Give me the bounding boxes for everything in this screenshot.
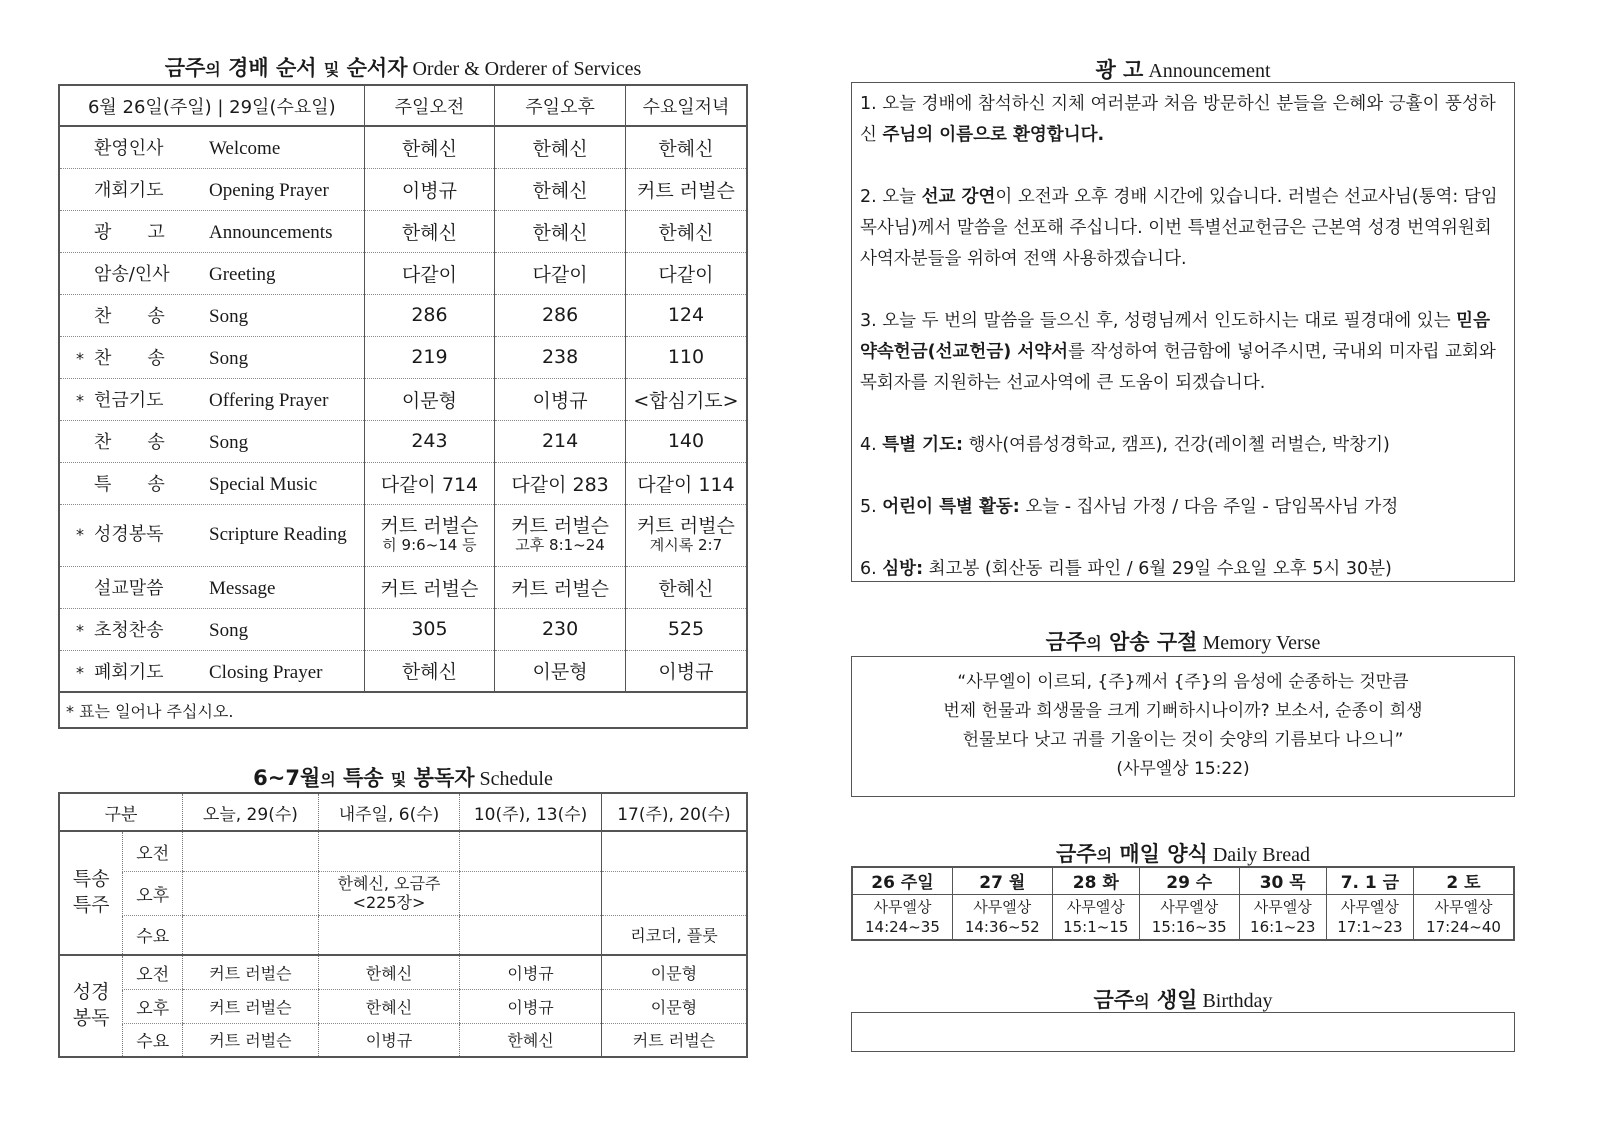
verse-line: 번제 헌물과 희생물을 크게 기뻐하시나이까? 보소서, 순종이 희생 bbox=[943, 701, 1423, 721]
cell: 이문형 bbox=[495, 650, 626, 692]
cell: 243 bbox=[364, 420, 495, 462]
cell: 커트 러벌슨 bbox=[495, 566, 626, 608]
item-en: Closing Prayer bbox=[209, 661, 323, 683]
table-row bbox=[59, 210, 747, 252]
title-text: 경배 순서 bbox=[220, 56, 324, 80]
table-header-row bbox=[59, 793, 747, 831]
item-en: Offering Prayer bbox=[209, 390, 329, 411]
table-header-row bbox=[852, 867, 1514, 894]
header-date: 10(주), 13(수) bbox=[460, 793, 602, 831]
cell: 한혜신 bbox=[495, 126, 626, 168]
cell: <합심기도> bbox=[625, 378, 747, 420]
header-date: 내주일, 6(수) bbox=[318, 793, 460, 831]
cell bbox=[460, 831, 602, 871]
cell: 124 bbox=[625, 294, 747, 336]
cell: 525 bbox=[625, 608, 747, 650]
cell: 286 bbox=[364, 294, 495, 336]
sub-label: 수요 bbox=[123, 1023, 183, 1057]
item-en: Song bbox=[209, 348, 249, 369]
table-row bbox=[59, 126, 747, 168]
announcement-item bbox=[860, 306, 1506, 399]
cell: 커트 러벌슨 bbox=[183, 989, 319, 1023]
group-label: 봉독 bbox=[72, 1007, 110, 1029]
title-text: 암송 구절 bbox=[1101, 630, 1198, 654]
cell: 이문형 bbox=[364, 378, 495, 420]
item-ko: 성경봉독 bbox=[94, 524, 164, 546]
title-text: 의 bbox=[320, 770, 336, 789]
chapter-ref: 16:1~23 bbox=[1250, 917, 1316, 936]
chapter-ref: 17:1~23 bbox=[1337, 917, 1403, 936]
cell: 한혜신 bbox=[625, 210, 747, 252]
title-text: 금주 bbox=[1093, 988, 1135, 1012]
header-date: 6월 26일(주일) | 29일(수요일) bbox=[59, 85, 364, 126]
group-special-music bbox=[59, 831, 123, 955]
sub-label: 오후 bbox=[123, 871, 183, 915]
emphasis: 선교 강연 bbox=[921, 187, 996, 207]
header-sunday-pm: 주일오후 bbox=[495, 85, 626, 126]
announcement-item bbox=[860, 430, 1506, 461]
group-label: 성경 bbox=[72, 981, 110, 1004]
schedule-table bbox=[58, 792, 748, 1058]
cell: 230 bbox=[495, 608, 626, 650]
cell: 214 bbox=[495, 420, 626, 462]
stand-marker: * bbox=[76, 349, 84, 368]
announcement-section-title bbox=[851, 54, 1515, 84]
title-text: 및 bbox=[390, 770, 407, 789]
chapter-ref: 15:1~15 bbox=[1063, 917, 1129, 936]
item-ko: 광 고 bbox=[94, 222, 165, 243]
item-ko: 초청찬송 bbox=[94, 620, 164, 641]
table-header-row bbox=[59, 85, 747, 126]
cell: 커트 러벌슨 bbox=[364, 566, 495, 608]
emphasis: 주님의 이름으로 환영합니다. bbox=[882, 125, 1105, 145]
cell: 이병규 bbox=[625, 650, 747, 692]
title-text: 금주 bbox=[164, 56, 206, 80]
day-label: 28 화 bbox=[1052, 867, 1139, 894]
title-text: 및 bbox=[323, 60, 340, 79]
hymn-number: <225장> bbox=[352, 893, 426, 912]
table-row bbox=[59, 955, 747, 989]
cell bbox=[183, 831, 319, 871]
order-of-service-table bbox=[58, 84, 748, 729]
title-text: 금주 bbox=[1045, 630, 1087, 654]
cell: 커트 러벌슨 bbox=[601, 1023, 747, 1057]
table-row bbox=[59, 336, 747, 378]
stand-marker: * bbox=[76, 391, 84, 410]
cell bbox=[183, 871, 319, 915]
cell: 한혜신 bbox=[625, 566, 747, 608]
cell: 238 bbox=[495, 336, 626, 378]
announcement-item bbox=[860, 182, 1506, 275]
item-ko: 찬 송 bbox=[94, 306, 165, 327]
stand-marker: * bbox=[76, 662, 84, 682]
cell bbox=[318, 831, 460, 871]
title-en: Order & Orderer of Services bbox=[407, 58, 642, 80]
cell bbox=[318, 915, 460, 955]
cell: 다같이 283 bbox=[495, 462, 626, 504]
item-en: Song bbox=[209, 620, 249, 641]
group-scripture-reading bbox=[59, 955, 123, 1057]
book: 사무엘상 bbox=[973, 897, 1032, 916]
text: 2. 오늘 bbox=[860, 187, 922, 207]
day-label: 29 수 bbox=[1139, 867, 1239, 894]
cell: 리코더, 플룻 bbox=[601, 915, 747, 955]
stand-note: * 표는 일어나 주십시오. bbox=[66, 701, 234, 721]
reader: 커트 러벌슨 bbox=[511, 515, 609, 538]
day-label: 27 월 bbox=[952, 867, 1052, 894]
birthday-section-title bbox=[851, 984, 1515, 1014]
item-en: Song bbox=[209, 432, 249, 453]
emphasis: 특별 기도: bbox=[882, 435, 963, 455]
item-en: Announcements bbox=[209, 222, 333, 243]
announcement-item bbox=[860, 89, 1506, 151]
cell: 다같이 114 bbox=[625, 462, 747, 504]
item-en: Opening Prayer bbox=[209, 180, 329, 201]
text: 를 작성하여 헌금함에 넣어주시면, 국내외 미자립 교회와 목회자를 지원하는 선교사역에 큰 도움이 되겠습니다. bbox=[860, 342, 1496, 393]
text: 5. bbox=[860, 497, 883, 517]
title-text: 의 bbox=[1096, 846, 1113, 865]
table-row bbox=[59, 504, 747, 566]
cell: 한혜신 bbox=[364, 126, 495, 168]
title-text: 봉독자 bbox=[406, 766, 475, 790]
text: 3. 오늘 두 번의 말씀을 들으신 후, 성령님께서 인도하시는 대로 필경대에 있는 bbox=[860, 311, 1457, 331]
table-row bbox=[59, 989, 747, 1023]
group-label: 특송 bbox=[72, 868, 110, 891]
day-label: 26 주일 bbox=[852, 867, 952, 894]
cell bbox=[601, 871, 747, 915]
cell bbox=[601, 831, 747, 871]
day-label: 7. 1 금 bbox=[1326, 867, 1413, 894]
title-en: Memory Verse bbox=[1197, 632, 1321, 654]
title-text: 생일 bbox=[1149, 988, 1198, 1012]
reading-cell bbox=[852, 894, 952, 940]
cell: 한혜신 bbox=[364, 210, 495, 252]
table-row bbox=[59, 871, 747, 915]
scripture-ref: 계시록 2:7 bbox=[649, 536, 723, 555]
table-row bbox=[59, 1023, 747, 1057]
title-text: 특송 bbox=[335, 766, 391, 790]
verse-line: “사무엘이 이르되, {주}께서 {주}의 음성에 순종하는 것만큼 bbox=[957, 672, 1409, 692]
book: 사무엘상 bbox=[1434, 897, 1493, 916]
item-en: Welcome bbox=[209, 138, 281, 160]
cell bbox=[318, 871, 460, 915]
day-label: 30 목 bbox=[1239, 867, 1326, 894]
table-row bbox=[852, 894, 1514, 940]
table-row bbox=[59, 608, 747, 650]
text: 행사(여름성경학교, 캠프), 건강(레이첼 러벌슨, 박창기) bbox=[962, 435, 1390, 455]
sub-label: 오전 bbox=[123, 831, 183, 871]
cell: 110 bbox=[625, 336, 747, 378]
text: 6. bbox=[860, 559, 883, 579]
title-text: 6~7월 bbox=[253, 766, 321, 790]
verse-reference: (사무엘상 15:22) bbox=[1116, 759, 1250, 779]
table-row bbox=[59, 420, 747, 462]
chapter-ref: 14:36~52 bbox=[964, 917, 1040, 936]
title-text: 금주 bbox=[1055, 842, 1097, 866]
announcement-box bbox=[851, 82, 1515, 582]
birthday-box bbox=[851, 1012, 1515, 1052]
group-label: 특주 bbox=[72, 894, 110, 916]
reading-cell bbox=[1326, 894, 1413, 940]
emphasis: 심방: bbox=[882, 559, 924, 579]
order-section-title bbox=[58, 52, 748, 82]
cell bbox=[183, 915, 319, 955]
cell: 286 bbox=[495, 294, 626, 336]
performers: 한혜신, 오금주 bbox=[337, 873, 441, 893]
table-row bbox=[59, 462, 747, 504]
announcement-item bbox=[860, 492, 1506, 523]
cell: 한혜신 bbox=[495, 210, 626, 252]
note-row bbox=[59, 692, 747, 728]
cell: 이문형 bbox=[601, 989, 747, 1023]
title-en: Birthday bbox=[1197, 990, 1273, 1012]
cell: 이병규 bbox=[460, 955, 602, 989]
scripture-ref: 히 9:6~14 등 bbox=[382, 536, 477, 555]
text: 최고봉 (회산동 리틀 파인 / 6월 29일 수요일 오후 5시 30분) bbox=[923, 559, 1392, 579]
chapter-ref: 14:24~35 bbox=[865, 917, 940, 936]
cell: 이병규 bbox=[495, 378, 626, 420]
table-row bbox=[59, 378, 747, 420]
cell: 한혜신 bbox=[318, 989, 460, 1023]
cell: 한혜신 bbox=[625, 126, 747, 168]
cell: 한혜신 bbox=[495, 168, 626, 210]
table-row bbox=[59, 915, 747, 955]
cell: 305 bbox=[364, 608, 495, 650]
item-ko: 찬 송 bbox=[94, 432, 165, 453]
schedule-section-title bbox=[58, 762, 748, 792]
text: 이 오전과 오후 경배 시간에 있습니다. 러벌슨 선교사님(통역: 담임목사님)께서 말씀을 선포해 주십니다. 이번 특별선교헌금은 근본역 성경 번역위원회 사역자분들을 위하여 전액 사용하겠습니다. bbox=[860, 187, 1498, 269]
item-ko: 특 송 bbox=[94, 474, 165, 495]
reading-cell bbox=[1414, 894, 1514, 940]
text: 오늘 - 집사님 가정 / 다음 주일 - 담임목사님 가정 bbox=[1019, 497, 1399, 517]
text: 4. bbox=[860, 435, 883, 455]
item-ko: 설교말씀 bbox=[94, 578, 164, 599]
item-ko: 헌금기도 bbox=[94, 390, 164, 411]
memory-verse-section-title bbox=[851, 626, 1515, 656]
cell: 한혜신 bbox=[318, 955, 460, 989]
book: 사무엘상 bbox=[1340, 897, 1399, 916]
title-text: 매일 양식 bbox=[1112, 842, 1208, 866]
stand-marker: * bbox=[76, 621, 84, 640]
reader: 커트 러벌슨 bbox=[637, 515, 735, 538]
chapter-ref: 17:24~40 bbox=[1426, 917, 1501, 936]
item-en: Message bbox=[209, 578, 276, 599]
title-en: Announcement bbox=[1143, 60, 1271, 82]
daily-bread-table bbox=[851, 866, 1515, 941]
cell: 이병규 bbox=[318, 1023, 460, 1057]
memory-verse-box bbox=[851, 656, 1515, 797]
cell: 커트 러벌슨 bbox=[183, 1023, 319, 1057]
title-en: Daily Bread bbox=[1207, 844, 1310, 866]
header-sunday-am: 주일오전 bbox=[364, 85, 495, 126]
book: 사무엘상 bbox=[873, 897, 932, 916]
cell: 다같이 bbox=[625, 252, 747, 294]
daily-bread-section-title bbox=[851, 838, 1515, 868]
reading-cell bbox=[1239, 894, 1326, 940]
cell: 다같이 714 bbox=[364, 462, 495, 504]
verse-line: 헌물보다 낫고 귀를 기울이는 것이 숫양의 기름보다 나으니” bbox=[962, 730, 1404, 750]
scripture-ref: 고후 8:1~24 bbox=[515, 536, 605, 555]
announcement-item bbox=[860, 554, 1506, 585]
item-ko: 암송/인사 bbox=[94, 264, 170, 285]
header-category: 구분 bbox=[59, 793, 183, 831]
item-en: Special Music bbox=[209, 474, 318, 495]
item-ko: 폐회기도 bbox=[94, 661, 164, 683]
title-text: 순서자 bbox=[339, 56, 408, 80]
item-en: Scripture Reading bbox=[209, 524, 347, 546]
emphasis: 믿음약속헌금(선교헌금) 서약서 bbox=[860, 311, 1490, 362]
table-row bbox=[59, 294, 747, 336]
reading-cell bbox=[1139, 894, 1239, 940]
cell: 커트 러벌슨 bbox=[183, 955, 319, 989]
item-ko: 환영인사 bbox=[94, 138, 164, 160]
title-text: 광 고 bbox=[1095, 58, 1144, 82]
reading-cell bbox=[1052, 894, 1139, 940]
cell: 커트 러벌슨 bbox=[625, 168, 747, 210]
cell: 이병규 bbox=[460, 989, 602, 1023]
title-text: 의 bbox=[1134, 992, 1150, 1011]
table-row bbox=[59, 168, 747, 210]
header-date: 17(주), 20(수) bbox=[601, 793, 747, 831]
book: 사무엘상 bbox=[1160, 897, 1219, 916]
header-wednesday-evening: 수요일저녁 bbox=[625, 85, 747, 126]
cell: 140 bbox=[625, 420, 747, 462]
cell: 이문형 bbox=[601, 955, 747, 989]
item-en: Greeting bbox=[209, 264, 276, 285]
day-label: 2 토 bbox=[1414, 867, 1514, 894]
item-en: Song bbox=[209, 306, 249, 327]
reading-cell bbox=[952, 894, 1052, 940]
sub-label: 수요 bbox=[123, 915, 183, 955]
cell: 219 bbox=[364, 336, 495, 378]
cell: 다같이 bbox=[364, 252, 495, 294]
item-ko: 찬 송 bbox=[94, 348, 165, 369]
cell bbox=[495, 504, 626, 566]
cell: 다같이 bbox=[495, 252, 626, 294]
item-ko: 개회기도 bbox=[94, 180, 164, 201]
cell bbox=[460, 915, 602, 955]
title-text: 의 bbox=[1086, 634, 1102, 653]
emphasis: 어린이 특별 활동: bbox=[882, 497, 1020, 517]
stand-marker: * bbox=[76, 525, 84, 545]
table-row bbox=[59, 650, 747, 692]
cell: 이병규 bbox=[364, 168, 495, 210]
cell bbox=[625, 504, 747, 566]
table-row bbox=[59, 252, 747, 294]
table-row bbox=[59, 566, 747, 608]
text: 1. 오늘 경배에 참석하신 지체 여러분과 처음 방문하신 분들을 은혜와 긍휼이 풍성하신 bbox=[860, 94, 1496, 145]
sub-label: 오후 bbox=[123, 989, 183, 1023]
book: 사무엘상 bbox=[1066, 897, 1125, 916]
cell: 한혜신 bbox=[364, 650, 495, 692]
title-text: 의 bbox=[205, 60, 221, 79]
sub-label: 오전 bbox=[123, 955, 183, 989]
cell: 한혜신 bbox=[460, 1023, 602, 1057]
reader: 커트 러벌슨 bbox=[380, 515, 479, 538]
header-date: 오늘, 29(수) bbox=[183, 793, 319, 831]
cell bbox=[460, 871, 602, 915]
chapter-ref: 15:16~35 bbox=[1151, 917, 1227, 936]
cell bbox=[364, 504, 495, 566]
title-en: Schedule bbox=[474, 768, 553, 790]
book: 사무엘상 bbox=[1253, 897, 1312, 916]
table-row bbox=[59, 831, 747, 871]
